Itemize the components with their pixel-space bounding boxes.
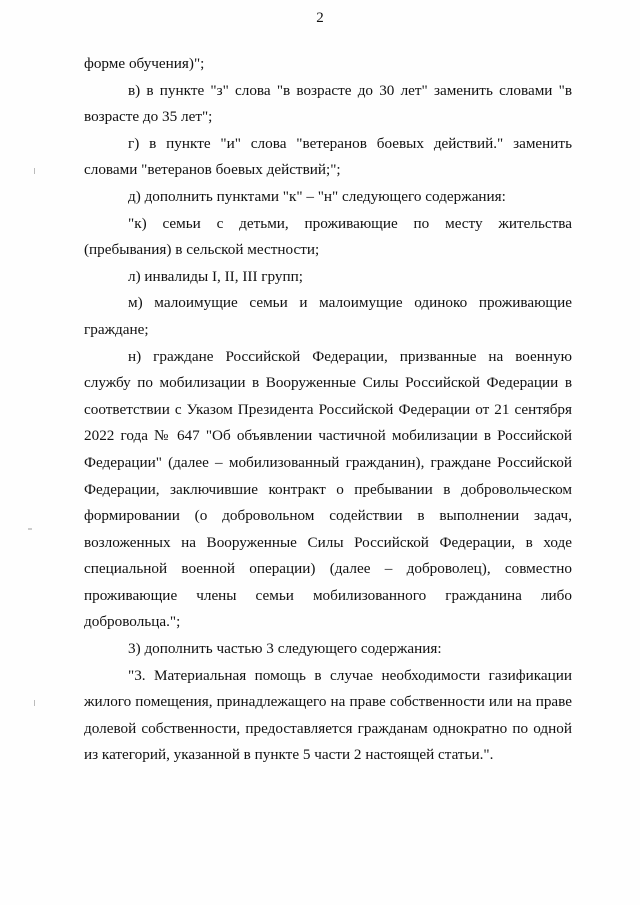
scan-edge-mark [34, 700, 35, 706]
paragraph-item-m: м) малоимущие семьи и малоимущие одиноко проживающие граждане; [84, 294, 572, 338]
paragraph-item-d: д) дополнить пунктами "к" – "н" следующего содержания: [128, 187, 506, 205]
document-body [84, 51, 572, 769]
paragraph-item-n: н) граждане Российской Федерации, призванные на военную службу по мобилизации в Вооруженные Силы Российской Федерации в соответствии с Указом Президента Российской Федерации от 21 сентября 2022 года № 647 "Об объявлении частичной мобилизации в Российской Федерации" (далее – мобилизованный гражданин), граждане Российской Федерации, заключившие контракт о пребывании в добровольческом формировании (о добровольном содействии в выполнении задач, возложенных на Вооруженные Силы Российской Федерации, в ходе специальной военной операции) (далее – доброволец), совместно проживающие члены семьи мобилизованного гражданина либо добровольца."; [84, 347, 572, 631]
page-number: 2 [316, 10, 324, 26]
paragraph-part-3: "3. Материальная помощь в случае необходимости газификации жилого помещения, принадлежащего на праве собственности или на праве долевой собственности, предоставляется гражданам однократно по одной из категорий, указанной в пункте 5 части 2 настоящей статьи.". [84, 666, 572, 764]
paragraph-item-g: г) в пункте "и" слова "ветеранов боевых действий." заменить словами "ветеранов боевых действий;"; [84, 134, 572, 179]
scan-edge-mark [34, 168, 35, 174]
scan-edge-mark [28, 528, 32, 530]
paragraph-item-v: в) в пункте "з" слова "в возрасте до 30 лет" заменить словами "в возрасте до 35 лет"; [84, 81, 572, 126]
paragraph-item-l: л) инвалиды I, II, III групп; [128, 267, 303, 285]
paragraph-item-3: 3) дополнить частью 3 следующего содержания: [128, 640, 442, 658]
paragraph-continuation: форме обучения)"; [84, 55, 205, 72]
paragraph-item-k: "к) семьи с детьми, проживающие по месту жительства (пребывания) в сельской местности; [84, 214, 572, 259]
